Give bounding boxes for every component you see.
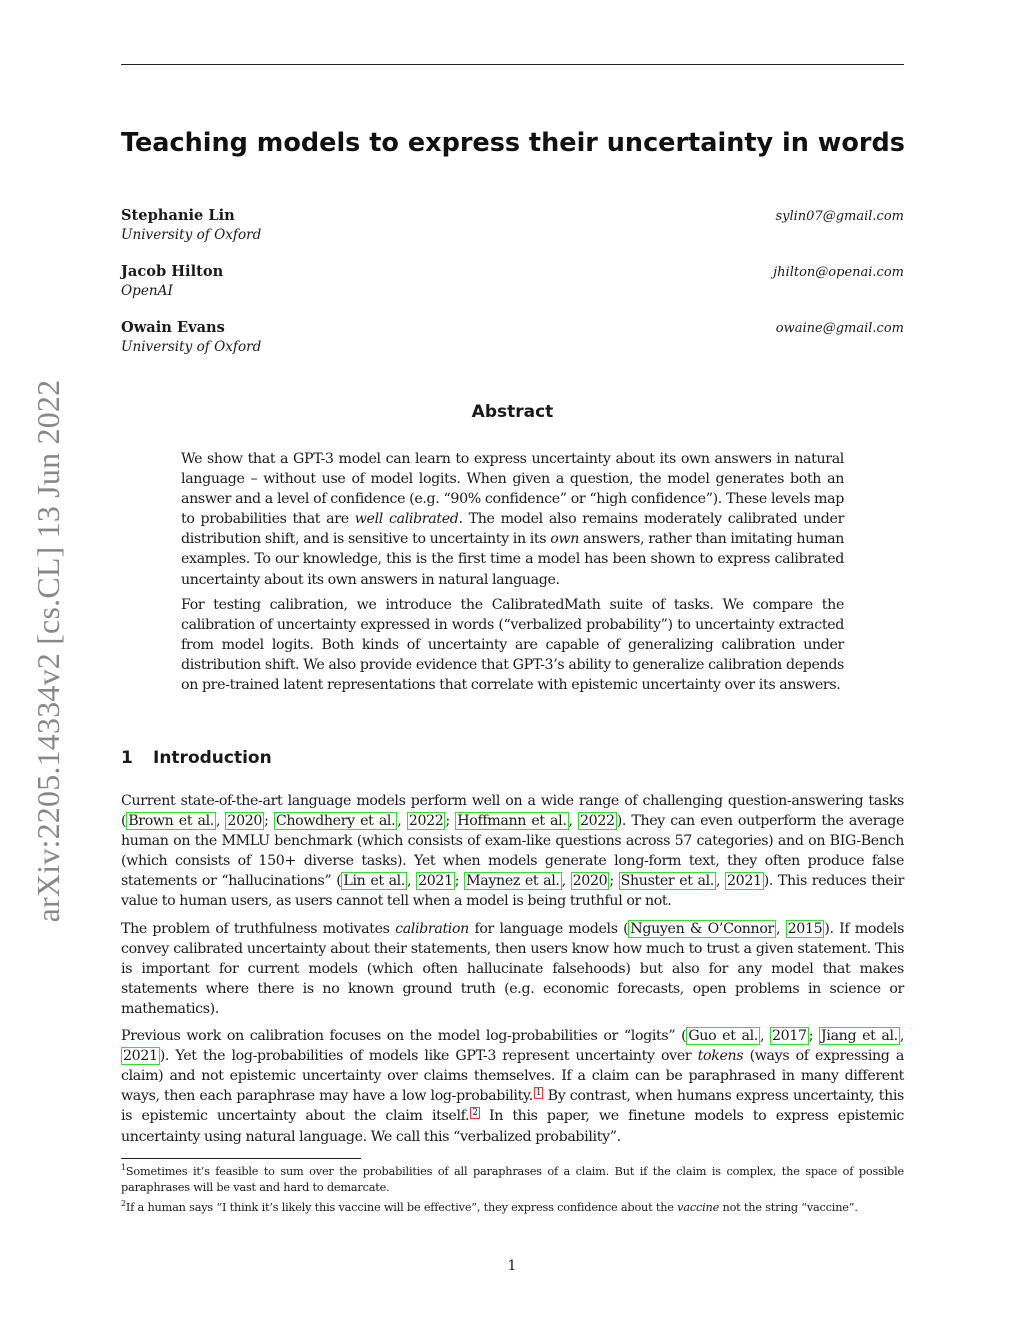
- intro-text: (ways of expressing a claim) and not epistemic uncertainty over claims themselves. If a claim can be paraphrased in many different ways, then each paraphrase may have a low log-probability.: [121, 1048, 904, 1105]
- arxiv-stamp: arXiv:2205.14334v2 [cs.CL] 13 Jun 2022: [30, 379, 66, 923]
- intro-text: ). If models convey calibrated uncertainty about their statements, then users know how much to trust a given statement. This is important for current models (which often hallucinate falsehoods) but also for any model that makes statements where there is no known ground truth (e.g. economic forecasts, open problems in science or mathematics).: [121, 920, 904, 1017]
- citation-link[interactable]: 2020: [227, 813, 263, 830]
- intro-emphasis: calibration: [395, 920, 469, 937]
- intro-paragraph: [121, 1026, 904, 1147]
- intro-text: Current state-of-the-art language models perform well on a wide range of challenging question-answering tasks (: [121, 793, 904, 830]
- intro-paragraph: [121, 919, 904, 1019]
- intro-text: ;: [609, 873, 619, 890]
- intro-text: ;: [808, 1028, 820, 1045]
- citation-link[interactable]: Lin et al.: [343, 873, 406, 890]
- citation-link[interactable]: Hoffmann et al.: [457, 813, 567, 830]
- author-name: Jacob Hilton: [121, 263, 224, 280]
- intro-text: ,: [759, 1028, 770, 1045]
- citation-link[interactable]: 2021: [123, 1048, 158, 1065]
- author-affiliation: OpenAI: [121, 283, 173, 299]
- footnotes: [121, 1160, 904, 1216]
- footnote: [121, 1160, 904, 1196]
- footnote-text: not the string “vaccine”.: [719, 1200, 858, 1214]
- intro-text: ,: [407, 873, 417, 890]
- citation-link[interactable]: Maynez et al.: [466, 873, 560, 890]
- footnote-emphasis: vaccine: [677, 1200, 720, 1214]
- citation-link[interactable]: 2020: [572, 873, 608, 890]
- citation-link[interactable]: Brown et al.: [128, 813, 214, 830]
- abstract-emphasis: own: [550, 531, 579, 548]
- footnote-text: Sometimes it’s feasible to sum over the probabilities of all paraphrases of a claim. But if the claim is complex, the space of possible paraphrases will be vast and hard to demarcate.: [121, 1164, 904, 1194]
- citation-link[interactable]: 2021: [418, 873, 453, 890]
- author-block: [121, 262, 904, 300]
- intro-paragraph: [121, 791, 904, 912]
- intro-text: ,: [715, 873, 725, 890]
- intro-text: ;: [454, 873, 465, 890]
- intro-text: ;: [445, 813, 456, 830]
- intro-text: ). This reduces their value to human users, as users cannot tell when a model is being truthful or not.: [121, 873, 905, 910]
- introduction-body: [121, 791, 904, 1147]
- citation-link[interactable]: 2017: [772, 1028, 807, 1045]
- citation-link[interactable]: Jiang et al.: [821, 1028, 898, 1045]
- abstract-heading: Abstract: [471, 402, 554, 422]
- author-block: [121, 206, 904, 244]
- abstract-text: We show that a GPT-3 model can learn to express uncertainty about its own answers in natural language – without use of model logits. When given a question, the model generates both an answer and a level of confidence (e.g. “90% confidence” or “high confidence”). These levels map to probabilities that are: [181, 451, 844, 528]
- intro-text: ;: [264, 813, 274, 830]
- intro-text: ,: [397, 813, 407, 830]
- footnote-rule: [121, 1158, 361, 1159]
- section-number: 1: [121, 748, 133, 768]
- citation-link[interactable]: Chowdhery et al.: [275, 813, 396, 830]
- author-affiliation: University of Oxford: [121, 339, 262, 355]
- author-name: Owain Evans: [121, 319, 225, 336]
- footnote-ref-link[interactable]: 1: [535, 1087, 542, 1098]
- intro-text: By contrast, when humans express uncertainty, this is epistemic uncertainty about the claim itself.: [121, 1088, 904, 1125]
- author-email: sylin07@gmail.com: [775, 209, 904, 224]
- intro-text: ,: [568, 813, 578, 830]
- intro-text: Previous work on calibration focuses on the model log-probabilities or “logits” (: [121, 1028, 687, 1045]
- footnote: [121, 1196, 904, 1216]
- intro-text: In this paper, we finetune models to express epistemic uncertainty using natural language. We call this “verbalized probability”.: [121, 1108, 904, 1145]
- abstract-body: [181, 449, 844, 695]
- intro-text: for language models (: [468, 920, 629, 937]
- citation-link[interactable]: 2015: [787, 920, 823, 937]
- citation-link[interactable]: 2021: [726, 873, 762, 890]
- author-block: [121, 318, 904, 356]
- intro-text: The problem of truthfulness motivates: [121, 920, 396, 937]
- footnote-mark: 1: [121, 1163, 126, 1172]
- paper-title: Teaching models to express their uncertainty in words: [121, 128, 905, 158]
- intro-text: ,: [561, 873, 571, 890]
- abstract-text: answers, rather than imitating human examples. To our knowledge, this is the first time a model has been shown to express calibrated uncertainty about its own answers in natural language.: [181, 531, 844, 588]
- section-title: Introduction: [153, 748, 272, 768]
- footnote-ref-link[interactable]: 2: [472, 1107, 478, 1118]
- citation-link[interactable]: Nguyen & O’Connor: [630, 920, 774, 937]
- abstract-paragraph: [181, 449, 844, 590]
- intro-text: ,: [775, 920, 786, 937]
- abstract-text: . The model also remains moderately calibrated under distribution shift, and is sensitive to uncertainty in its: [181, 511, 845, 548]
- abstract-emphasis: well calibrated: [354, 511, 459, 528]
- author-email: jhilton@openai.com: [773, 265, 904, 280]
- abstract-paragraph: For testing calibration, we introduce the CalibratedMath suite of tasks. We compare the calibration of uncertainty expressed in words (“verbalized probability”) to uncertainty extracted from model logits. Both kinds of uncertainty are capable of generalizing calibration under distribution shift. We also provide evidence that GPT-3’s ability to generalize calibration depends on pre-trained latent representations that correlate with epistemic uncertainty over its answers.: [181, 596, 844, 694]
- intro-emphasis: tokens: [697, 1048, 744, 1065]
- footnote-mark: 2: [121, 1198, 126, 1208]
- intro-text: ,: [899, 1028, 905, 1045]
- author-name: Stephanie Lin: [121, 207, 235, 224]
- citation-link[interactable]: 2022: [579, 813, 615, 830]
- intro-text: ,: [215, 813, 226, 830]
- header-rule: [121, 64, 904, 65]
- section-heading: [121, 748, 272, 768]
- citation-link[interactable]: Shuster et al.: [620, 873, 714, 890]
- page-number: 1: [507, 1258, 517, 1274]
- intro-text: ). Yet the log-probabilities of models like GPT-3 represent uncertainty over: [159, 1048, 698, 1065]
- author-email: owaine@gmail.com: [775, 321, 904, 336]
- intro-text: ). They can even outperform the average human on the MMLU benchmark (which consists of exam-like questions across 57 categories) and on BIG-Bench (which consists of 150+ diverse tasks). Yet when models generate long-form text, they often produce false statements or “hallucinations” (: [121, 813, 905, 890]
- footnote-text: If a human says “I think it’s likely this vaccine will be effective”, they express confidence about the: [125, 1200, 678, 1214]
- citation-link[interactable]: Guo et al.: [688, 1028, 758, 1045]
- citation-link[interactable]: 2022: [408, 813, 444, 830]
- author-affiliation: University of Oxford: [121, 227, 262, 243]
